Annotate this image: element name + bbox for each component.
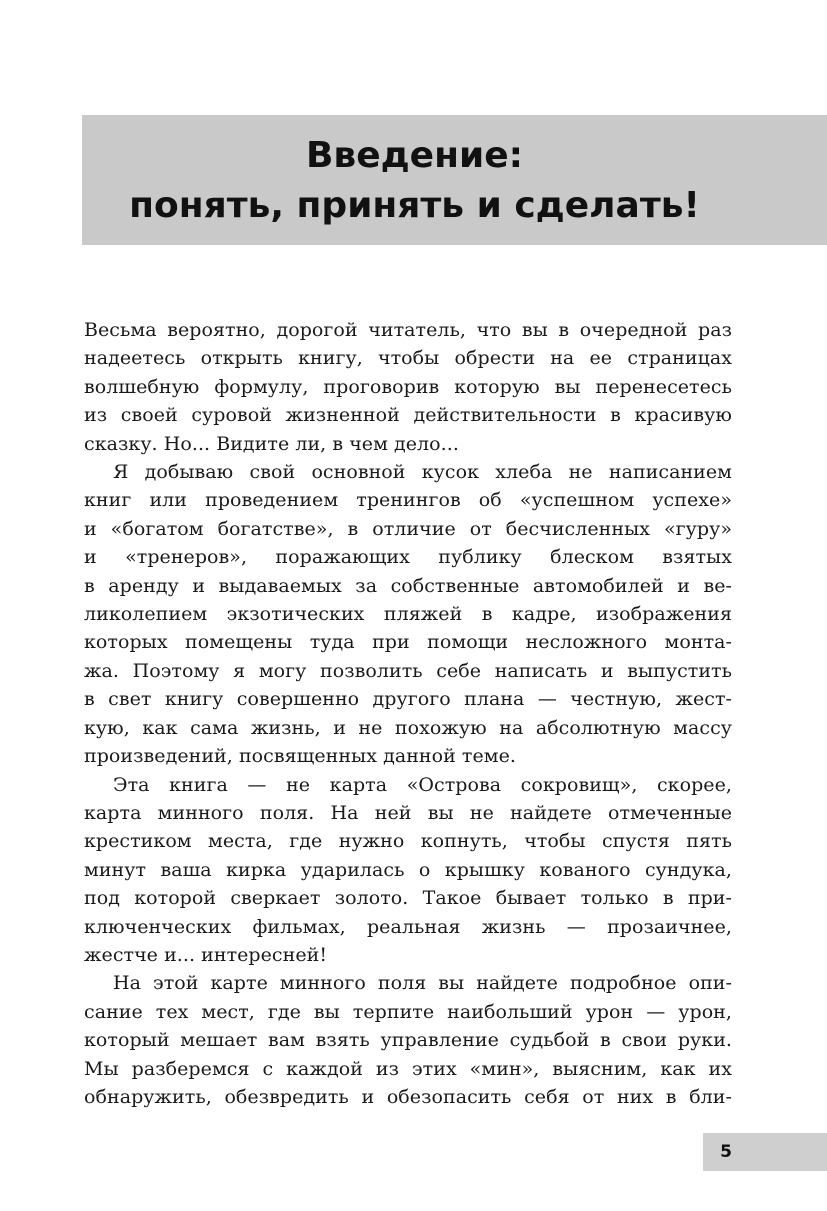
page-number: 5 — [720, 1142, 732, 1162]
text-line: Весьма вероятно, дорогой читатель, что вы в очередной раз — [84, 319, 732, 341]
text-line: карта минного поля. На ней вы не найдете отмеченные — [84, 801, 732, 824]
text-line: Эта книга — не карта «Острова сокровищ», скорее, — [113, 773, 732, 796]
text-line: сказку. Но... Видите ли, в чем дело... — [84, 432, 459, 455]
paragraph-2 — [84, 458, 732, 770]
text-line: книг или проведением тренингов об «успешном успехе» — [84, 489, 732, 512]
chapter-title-line-2: понять, принять и сделать! — [129, 185, 700, 226]
text-line: которых помещены туда при помощи несложного монта- — [84, 631, 732, 654]
text-line: произведений, посвященных данной теме. — [84, 745, 516, 768]
body-text — [84, 316, 732, 1111]
text-line: из своей суровой жизненной действительности в красивую — [84, 404, 732, 427]
text-line: Я добываю свой основной кусок хлеба не написанием — [113, 461, 732, 484]
paragraph-1 — [84, 316, 732, 458]
text-line: минут ваша кирка ударилась о крышку кованого сундука, — [84, 858, 732, 881]
text-line: Мы разберемся с каждой из этих «мин», выясним, как их — [84, 1057, 732, 1080]
text-line: крестиком места, где нужно копнуть, чтобы спустя пять — [84, 830, 732, 853]
text-line: сание тех мест, где вы терпите наибольший урон — урон, — [84, 1000, 732, 1023]
text-line: и «тренеров», поражающих публику блеском взятых — [84, 546, 732, 569]
text-line: жа. Поэтому я могу позволить себе написать и выпустить — [84, 659, 732, 682]
chapter-title — [82, 115, 747, 245]
text-line: надеетесь открыть книгу, чтобы обрести на ее страницах — [84, 347, 732, 370]
text-line: под которой сверкает золото. Такое бывает только в при- — [84, 887, 732, 910]
text-line: жестче и... интересней! — [84, 943, 328, 966]
chapter-title-line-1: Введение: — [305, 135, 524, 176]
text-line: обнаружить, обезвредить и обезопасить себя от них в бли- — [84, 1085, 732, 1108]
text-line: в свет книгу совершенно другого плана — честную, жест- — [84, 688, 732, 711]
text-line: волшебную формулу, проговорив которую вы перенесетесь — [84, 375, 732, 398]
text-line: который мешает вам взять управление судьбой в свои руки. — [84, 1029, 732, 1052]
text-line: и «богатом богатстве», в отличие от бесчисленных «гуру» — [84, 517, 732, 540]
paragraph-3 — [84, 771, 732, 970]
text-line: в аренду и выдаваемых за собственные автомобилей и ве- — [84, 574, 732, 597]
text-line: ключенческих фильмах, реальная жизнь — прозаичнее, — [84, 915, 732, 938]
paragraph-4 — [84, 969, 732, 1111]
text-line: ликолепием экзотических пляжей в кадре, изображения — [84, 603, 732, 626]
text-line: На этой карте минного поля вы найдете подробное опи- — [113, 972, 732, 995]
text-line: кую, как сама жизнь, и не похожую на абсолютную массу — [84, 716, 732, 739]
